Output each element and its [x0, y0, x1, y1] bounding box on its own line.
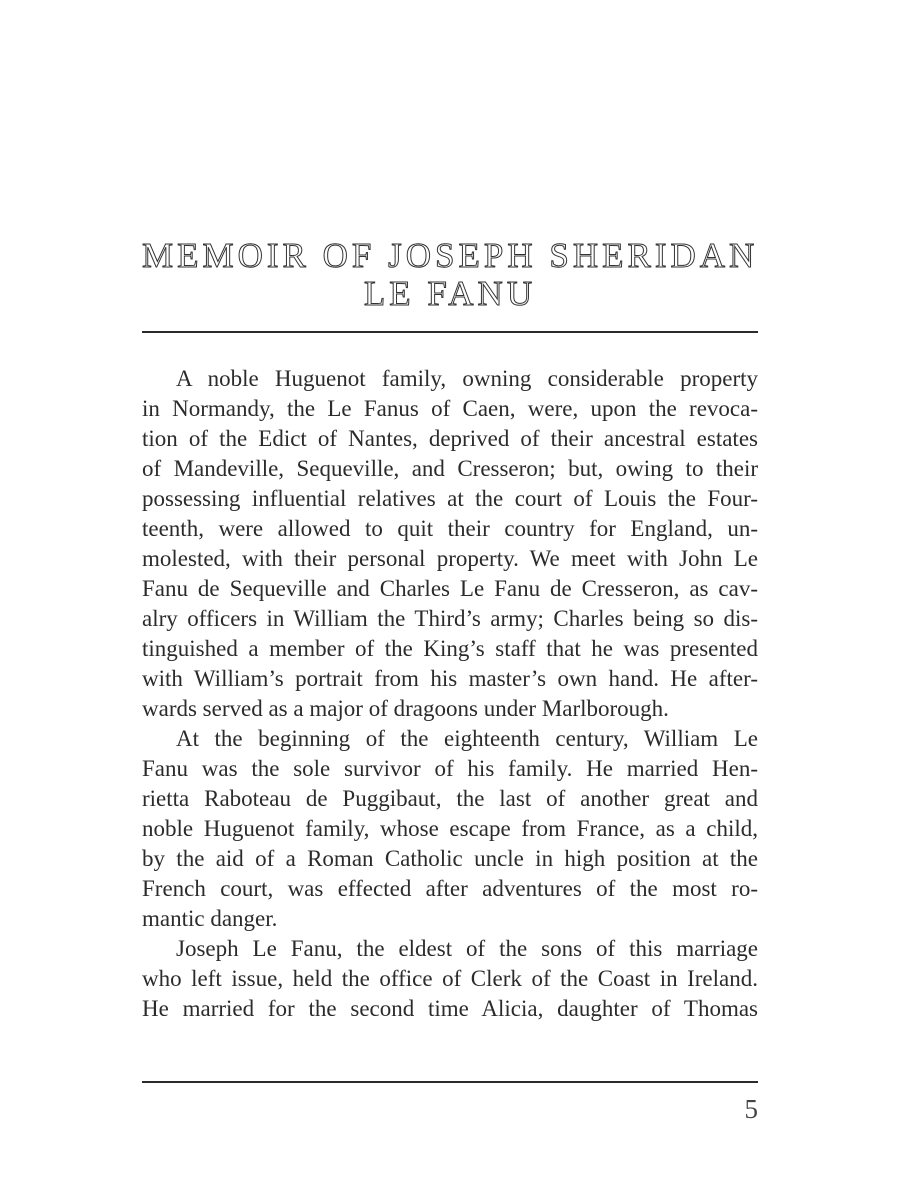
text-line: wards served as a major of dragoons under Marlborough. — [142, 696, 669, 721]
text-line: molested, with their personal property. We meet with John Le — [142, 546, 758, 571]
text-line: alry officers in William the Third’s army; Charles being so dis- — [142, 606, 758, 631]
footer-divider — [142, 1081, 758, 1083]
text-line: with William’s portrait from his master’s own hand. He after- — [142, 666, 758, 691]
text-line: noble Huguenot family, whose escape from France, as a child, — [142, 816, 758, 841]
text-line: rietta Raboteau de Puggibaut, the last of another great and — [142, 786, 758, 811]
text-line: tinguished a member of the King’s staff that he was presented — [142, 636, 758, 661]
text-line: tion of the Edict of Nantes, deprived of their ancestral estates — [142, 426, 758, 451]
text-line: by the aid of a Roman Catholic uncle in high position at the — [142, 846, 758, 871]
chapter-title-line-1: MEMOIR OF JOSEPH SHERIDAN — [142, 236, 759, 275]
text-line: of Mandeville, Sequeville, and Cresseron; but, owing to their — [142, 456, 758, 481]
text-line: Fanu was the sole survivor of his family. He married Hen- — [142, 756, 758, 781]
text-line: mantic danger. — [142, 906, 278, 931]
text-line: He married for the second time Alicia, daughter of Thomas — [142, 996, 758, 1021]
text-line: French court, was effected after adventures of the most ro- — [142, 876, 758, 901]
chapter-title-line-2: LE FANU — [363, 274, 537, 313]
text-line: possessing influential relatives at the court of Louis the Four- — [142, 486, 758, 511]
text-line: At the beginning of the eighteenth century, William Le — [176, 726, 758, 751]
text-line: teenth, were allowed to quit their country for England, un- — [142, 516, 758, 541]
title-divider — [142, 331, 758, 333]
body-text — [142, 364, 758, 1024]
text-line: in Normandy, the Le Fanus of Caen, were, upon the revoca- — [142, 396, 758, 421]
text-line: Fanu de Sequeville and Charles Le Fanu de Cresseron, as cav- — [142, 576, 758, 601]
text-line: who left issue, held the office of Clerk of the Coast in Ireland. — [142, 966, 758, 991]
text-line: A noble Huguenot family, owning considerable property — [176, 366, 758, 391]
text-line: Joseph Le Fanu, the eldest of the sons of this marriage — [176, 936, 758, 961]
page-number: 5 — [744, 1094, 758, 1124]
